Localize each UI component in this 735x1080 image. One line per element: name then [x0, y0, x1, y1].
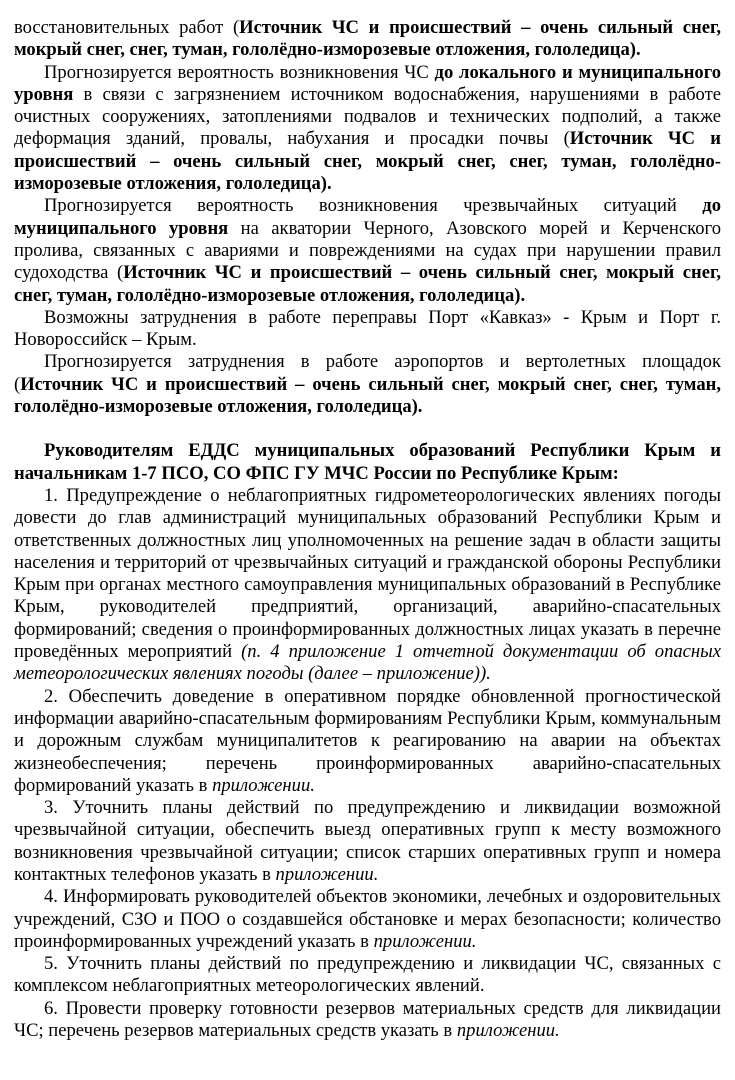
list-item-reference: приложении. — [373, 930, 477, 952]
section-heading: Руководителям ЕДДС муниципальных образований Республики Крым и начальникам 1-7 ПСО, СО ФПС ГУ МЧС России по Республике Крым: — [14, 440, 721, 484]
paragraph-text: на акватории Черного, Азовского морей и Керченского пролива, связанных с авариями и повреждениями на судах при нарушении правил судоходства ( — [14, 217, 721, 284]
list-item — [14, 485, 721, 686]
list-item — [14, 686, 721, 797]
paragraph-ferry — [14, 307, 721, 352]
list-item — [14, 797, 721, 886]
list-item-reference: приложении. — [275, 863, 379, 885]
paragraph-text: восстановительных работ ( — [14, 17, 240, 38]
paragraph-forecast-sea — [14, 195, 721, 306]
list-item-text: 1. Предупреждение о неблагоприятных гидрометеорологических явлениях погоды довести до глав администраций муниципальных образований Республики Крым и ответственных должностных лиц уполномоченных на решение задач в области защиты населения и территорий от чрезвычайных ситуаций и гражданской обороны Республики Крым при органах местного самоуправления муниципальных образований в Республике Крым, руководителей предприятий, организаций, аварийно-спасательных формирований; сведения о проинформированных должностных лицах указать в перечне проведённых мероприятий — [14, 484, 721, 663]
paragraph-text: Прогнозируется затруднения в работе аэропортов и вертолетных площадок ( — [14, 351, 721, 395]
paragraph-airports — [14, 351, 721, 418]
list-item — [14, 998, 721, 1043]
paragraph-text: Прогнозируется вероятность возникновения чрезвычайных ситуаций — [44, 195, 703, 217]
list-item-text: 4. Информировать руководителей объектов экономики, лечебных и оздоровительных учреждений, СЗО и ПОО о создавшейся обстановке и мерах безопасности; количество проинформированных учреждений указать в — [14, 886, 721, 952]
list-item — [14, 886, 721, 953]
emergency-level: до муниципального уровня — [14, 195, 721, 239]
paragraph-text: в связи с загрязнением источником водоснабжения, нарушениями в работе очистных сооружениях, затоплениями подвалов и технических подполий, а также деформация зданий, провалы, набухания и просадки почвы ( — [14, 83, 721, 150]
list-item — [14, 953, 721, 998]
paragraph-forecast-local — [14, 62, 721, 196]
blank-line — [14, 418, 721, 440]
emergency-level: до локального и муниципального уровня — [14, 61, 721, 105]
list-item-reference: приложении. — [212, 774, 315, 796]
list-item-text: 3. Уточнить планы действий по предупреждению и ликвидации возможной чрезвычайной ситуации, обеспечить выезд оперативных групп к месту возможного возникновения чрезвычайной ситуации; список старших оперативных групп и номера контактных телефонов указать в — [14, 797, 721, 885]
hazard-source-note: Источник ЧС и происшествий – очень сильный снег, мокрый снег, снег, туман, гололёдно-изморозевые отложения, гололедица). — [14, 262, 721, 306]
paragraph-continuation — [14, 17, 721, 62]
paragraph-text: Прогнозируется вероятность возникновения ЧС — [44, 61, 435, 83]
list-item-reference: приложении. — [456, 1020, 560, 1042]
list-item-text: 2. Обеспечить доведение в оперативном порядке обновленной прогностической информации аварийно-спасательным формированиям Республики Крым, коммунальным и дорожным службам муниципалитетов к реагированию на аварии на объектах жизнеобеспечения; перечень проинформированных аварийно-спасательных формирований указать в — [14, 685, 721, 796]
hazard-source-note: Источник ЧС и происшествий – очень сильный снег, мокрый снег, снег, туман, гололёдно-изморозевые отложения, гололедица). — [14, 373, 721, 418]
list-item-text: 5. Уточнить планы действий по предупреждению и ликвидации ЧС, связанных с комплексом неблагоприятных метеорологических явлений. — [14, 953, 721, 997]
hazard-source-note: Источник ЧС и происшествий – очень сильный снег, мокрый снег, снег, туман, гололёдно-изморозевые отложения, гололедица). — [14, 17, 721, 61]
paragraph-text: Возможны затруднения в работе переправы Порт «Кавказ» - Крым и Порт г. Новороссийск – Крым. — [14, 306, 721, 351]
list-item-reference: (п. 4 приложение 1 отчетной документации об опасных метеорологических явлениях погоды (далее – приложение)). — [14, 641, 721, 685]
hazard-source-note: Источник ЧС и происшествий – очень сильный снег, мокрый снег, снег, туман, гололёдно-изморозевые отложения, гололедица). — [14, 128, 721, 195]
list-item-text: 6. Провести проверку готовности резервов материальных средств для ликвидации ЧС; перечень резервов материальных средств указать в — [14, 997, 721, 1042]
